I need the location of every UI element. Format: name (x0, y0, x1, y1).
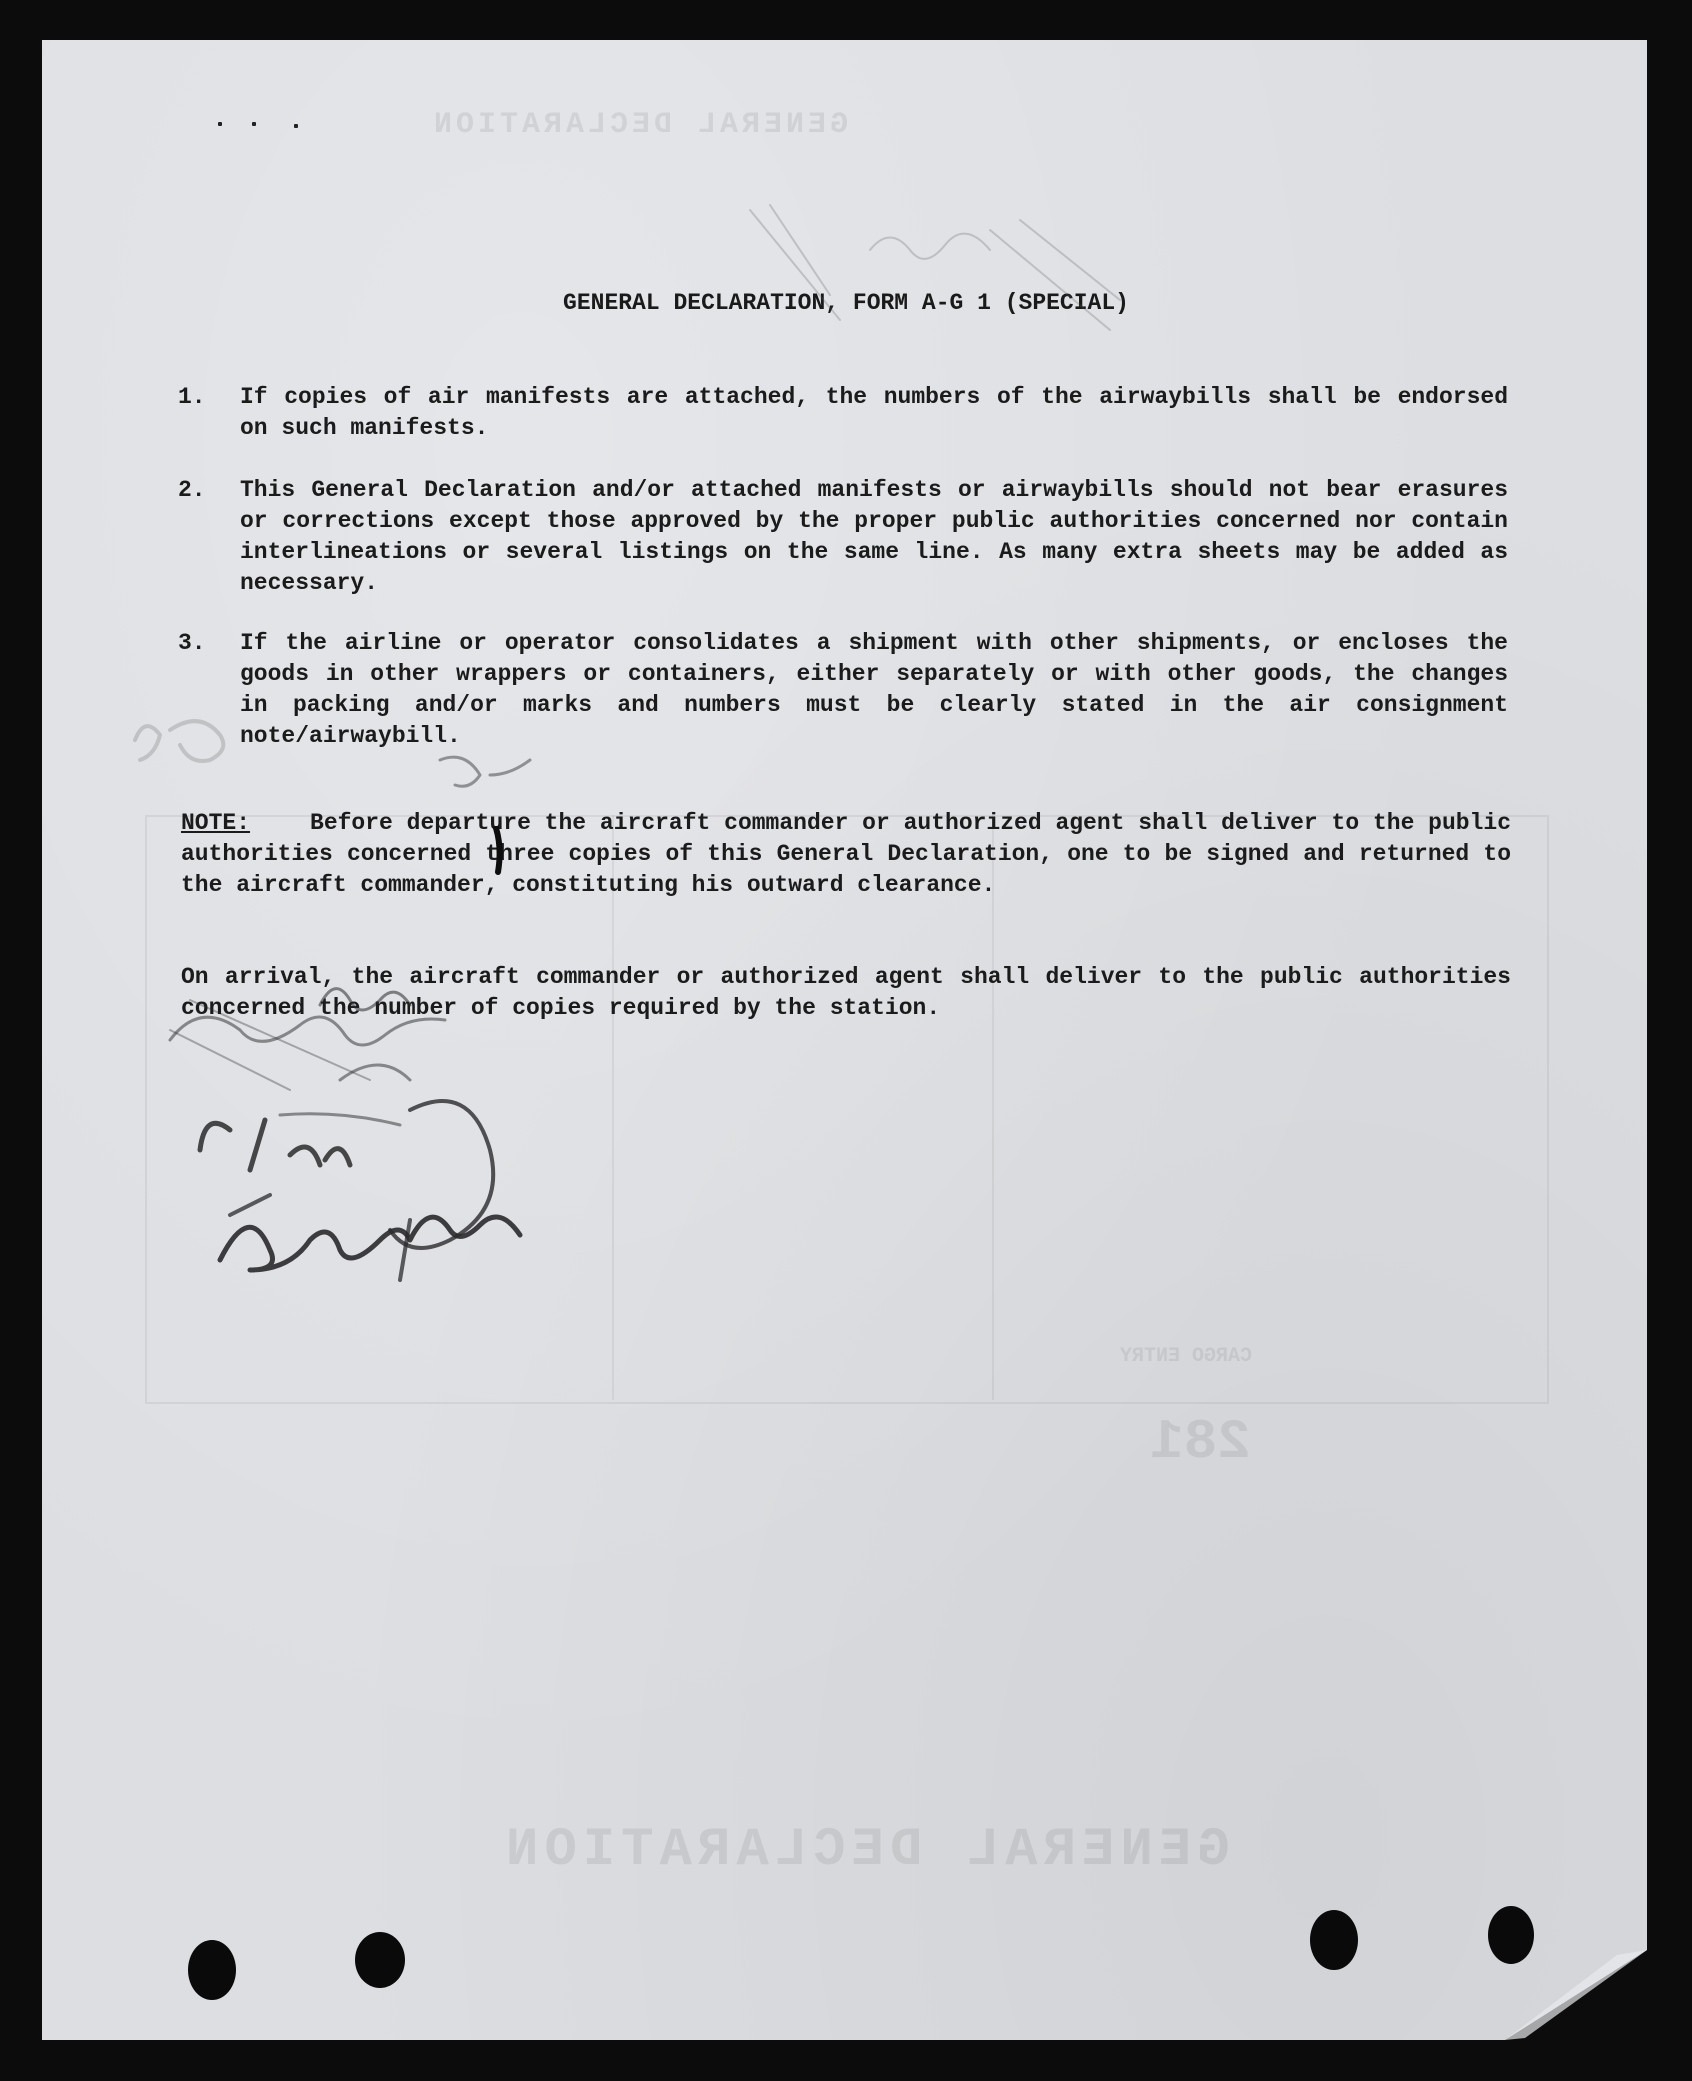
punch-hole (188, 1940, 236, 2000)
arrival-paragraph (181, 962, 1511, 1024)
document-page (42, 40, 1647, 2040)
punch-hole (1310, 1910, 1358, 1970)
note-text: Before departure the aircraft commander or authorized agent shall deliver to the public authorities concerned three copies of this General Declaration, one to be signed and returned to the aircraft commander, constituting his outward clearance. (181, 810, 1511, 898)
note-paragraph (181, 808, 1511, 901)
arrival-text: On arrival, the aircraft commander or authorized agent shall deliver to the public authorities concerned the number of copies required by the station. (181, 964, 1511, 1021)
bleed-through-table-divider (992, 815, 994, 1400)
instruction-number: 2. (178, 477, 206, 503)
bleed-through-table-divider (612, 815, 614, 1400)
punch-hole (355, 1932, 405, 1988)
instruction-number: 3. (178, 630, 206, 656)
ink-dot (218, 122, 222, 126)
ink-dot (294, 124, 298, 128)
instruction-text: If copies of air manifests are attached, the numbers of the airwaybills shall be endorsed on such manifests. (240, 384, 1508, 441)
instruction-text: This General Declaration and/or attached manifests or airwaybills should not bear erasures or corrections except those approved by the proper public authorities concerned nor contain interlineations or several listings on the same line. As many extra sheets may be added as necessary. (240, 477, 1508, 596)
instruction-number: 1. (178, 384, 206, 410)
ink-dot (252, 122, 256, 126)
page-title: GENERAL DECLARATION, FORM A-G 1 (SPECIAL) (563, 290, 1129, 316)
instruction-text: If the airline or operator consolidates a shipment with other shipments, or encloses the goods in other wrappers or containers, either separately or with other goods, the changes in packing and/or marks and numbers must be clearly stated in the air consignment note/airwaybill. (240, 630, 1508, 749)
note-label: NOTE: (181, 810, 251, 836)
torn-corner (1505, 1950, 1647, 2040)
